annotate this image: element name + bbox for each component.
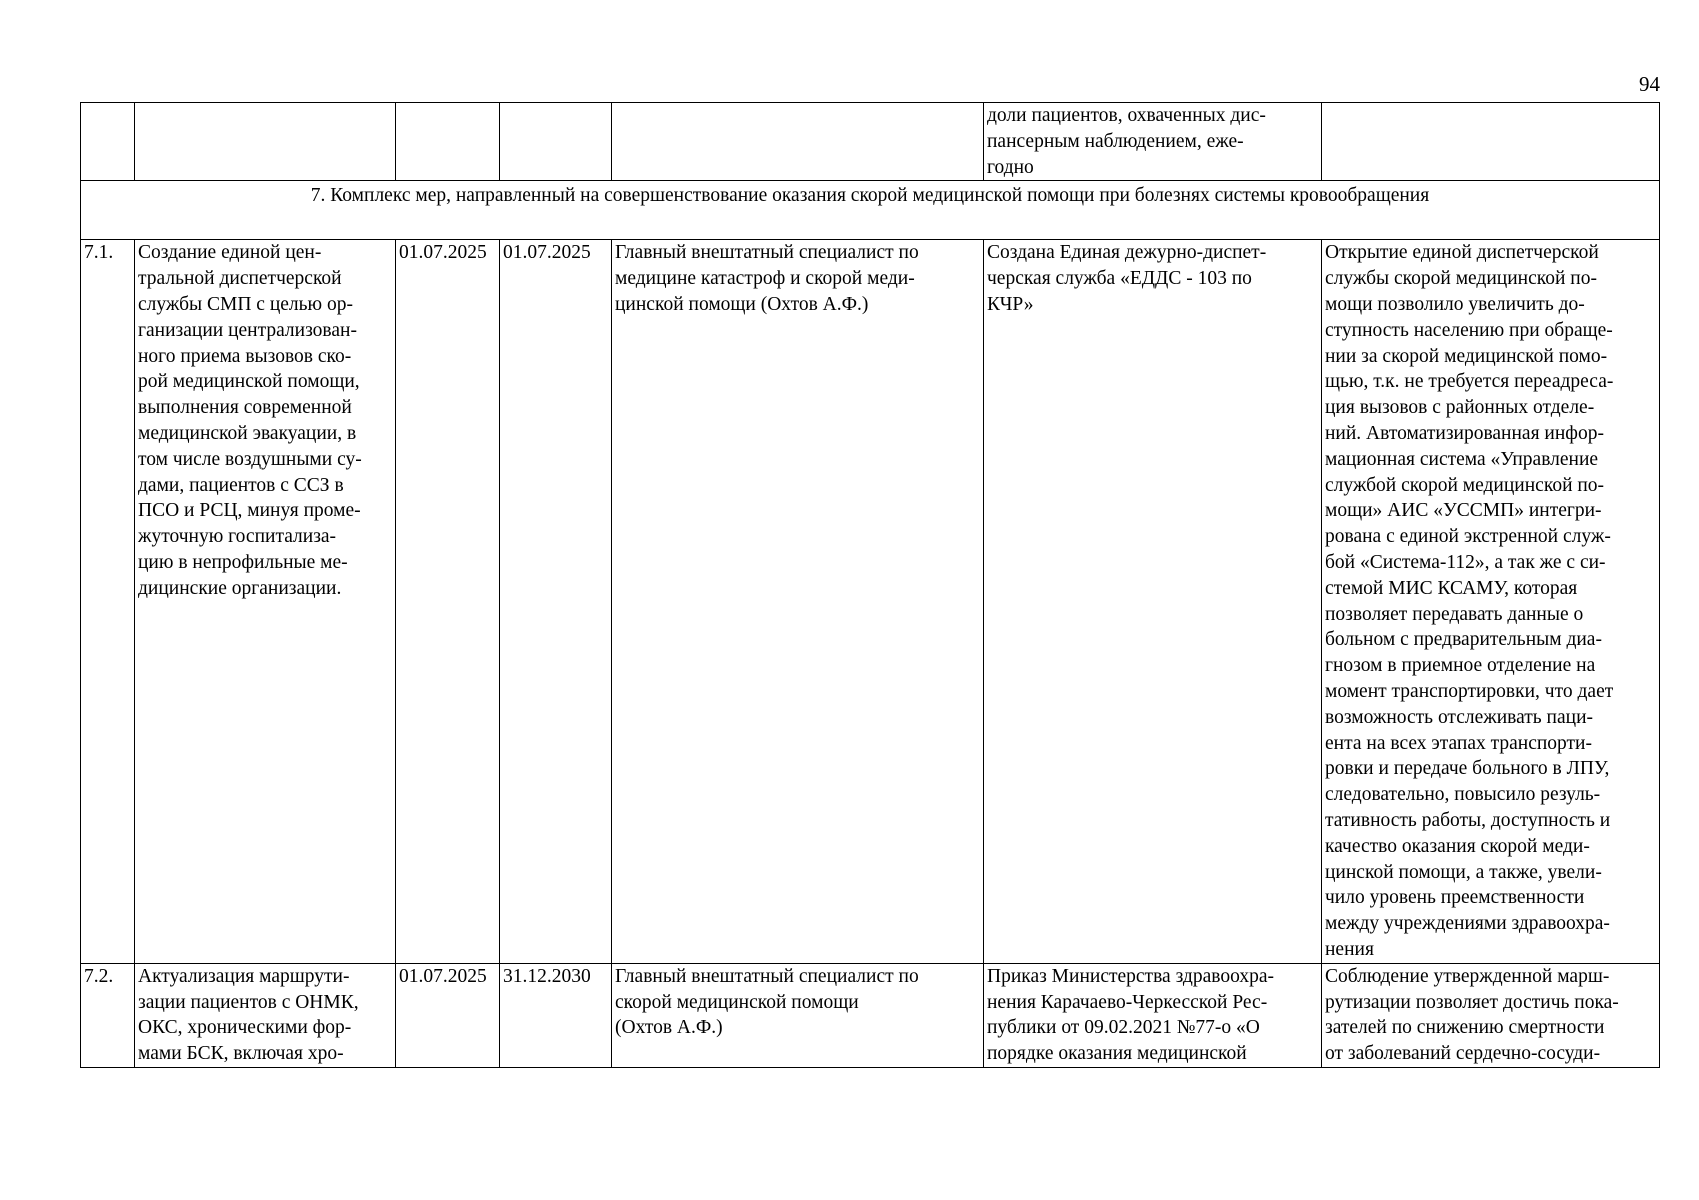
section-heading-row bbox=[81, 181, 1660, 240]
cell-measure: Создание единой цен- тральной диспетчерской службы СМП с целью ор- ганизации централизован- ного приема вызовов ско- рой медицинской помощи, выполнения современной медицинской эвакуации, в том числе воздушными су- дами, пациентов с ССЗ в ПСО и РСЦ, минуя проме- жуточную госпитализа- цию в непрофильные ме- дицинские организации. bbox=[135, 240, 396, 963]
cell-responsible: Главный внештатный специалист по скорой медицинской помощи (Охтов А.Ф.) bbox=[612, 963, 984, 1067]
table-row bbox=[81, 240, 1660, 963]
cell-effect: Соблюдение утвержденной марш- рутизации позволяет достичь пока- зателей по снижению смертности от заболеваний сердечно-сосуди- bbox=[1322, 963, 1660, 1067]
cell-result: Создана Единая дежурно-диспет- черская служба «ЕДДС - 103 по КЧР» bbox=[984, 240, 1322, 963]
cell-measure: Актуализация маршрути- зации пациентов с ОНМК, ОКС, хроническими фор- мами БСК, включая хро- bbox=[135, 963, 396, 1067]
cell-start: 01.07.2025 bbox=[396, 963, 500, 1067]
cell-measure bbox=[135, 103, 396, 181]
cell-num: 7.1. bbox=[81, 240, 135, 963]
cell-result: Приказ Министерства здравоохра- нения Карачаево-Черкесской Рес- публики от 09.02.2021 №77-о «О порядке оказания медицинской bbox=[984, 963, 1322, 1067]
cell-end bbox=[500, 103, 612, 181]
cell-end: 31.12.2030 bbox=[500, 963, 612, 1067]
table-row-continuation bbox=[81, 103, 1660, 181]
cell-result: доли пациентов, охваченных дис- пансерным наблюдением, еже- годно bbox=[984, 103, 1322, 181]
table-row bbox=[81, 963, 1660, 1067]
cell-effect bbox=[1322, 103, 1660, 181]
measures-table bbox=[80, 102, 1660, 1068]
page-number: 94 bbox=[1639, 72, 1660, 96]
section-title: 7. Комплекс мер, направленный на совершенствование оказания скорой медицинской помощи при болезнях системы кровообращения bbox=[81, 181, 1660, 240]
cell-end: 01.07.2025 bbox=[500, 240, 612, 963]
cell-num bbox=[81, 103, 135, 181]
cell-num: 7.2. bbox=[81, 963, 135, 1067]
cell-start bbox=[396, 103, 500, 181]
cell-responsible: Главный внештатный специалист по медицине катастроф и скорой меди- цинской помощи (Охтов А.Ф.) bbox=[612, 240, 984, 963]
cell-responsible bbox=[612, 103, 984, 181]
cell-effect: Открытие единой диспетчерской службы скорой медицинской по- мощи позволило увеличить до- ступность населению при обраще- нии за скорой медицинской помо- щью, т.к. не требуется переадреса- ция вызовов с районных отделе- ний. Автоматизированная инфор- мационная система «Управление службой скорой медицинской по- мощи» АИС «УССМП» интегри- рована с единой экстренной служ- бой «Система-112», а так же с си- стемой МИС КСАМУ, которая позволяет передавать данные о больном с предварительным диа- гнозом в приемное отделение на момент транспортировки, что дает возможность отслеживать паци- ента на всех этапах транспорти- ровки и передаче больного в ЛПУ, следовательно, повысило резуль- тативность работы, доступность и качество оказания скорой меди- цинской помощи, а также, увели- чило уровень преемственности между учреждениями здравоохра- нения bbox=[1322, 240, 1660, 963]
cell-start: 01.07.2025 bbox=[396, 240, 500, 963]
